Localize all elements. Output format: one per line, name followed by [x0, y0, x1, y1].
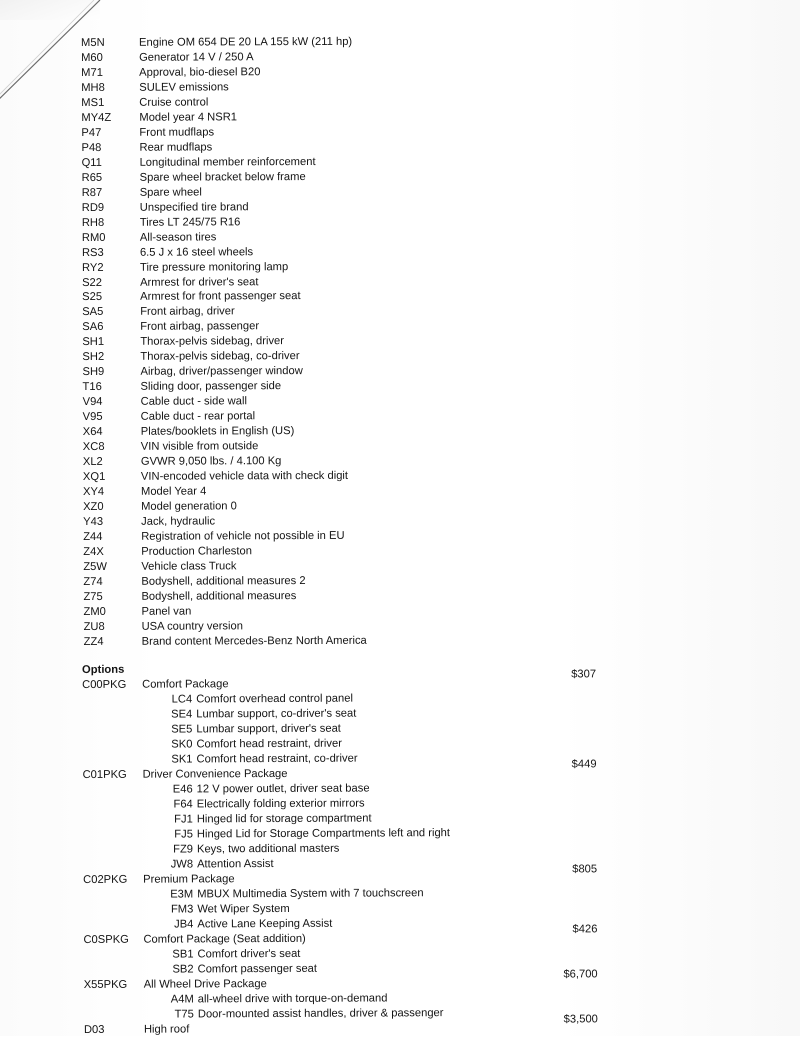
option-description: Sliding door, passenger side [140, 380, 282, 394]
option-code: S25 [82, 291, 103, 304]
package-item-code: JW8 [170, 858, 194, 871]
equipment-code-list [81, 34, 584, 650]
option-description: Tire pressure monitoring lamp [139, 260, 289, 274]
option-description: Plates/booklets in English (US) [140, 425, 295, 438]
option-code: ZM0 [83, 605, 106, 618]
option-code: Z4X [83, 545, 104, 558]
package-item-description: Comfort head restraint, co-driver [196, 752, 358, 766]
option-code: RY2 [81, 261, 104, 274]
option-description: Engine OM 654 DE 20 LA 155 kW (211 hp) [139, 35, 353, 49]
option-code: Z44 [83, 530, 103, 543]
option-description: Spare wheel bracket below frame [139, 170, 306, 184]
option-description: Longitudinal member reinforcement [139, 155, 316, 169]
package-item-code: SB2 [172, 963, 194, 976]
option-code: T16 [82, 381, 102, 394]
package-name: High roof [143, 1023, 190, 1036]
option-description: Brand content Mercedes-Benz North America [141, 634, 367, 648]
package-code: X55PKG [83, 978, 128, 991]
package-name: Premium Package [143, 873, 235, 886]
option-description: 6.5 J x 16 steel wheels [139, 245, 254, 259]
option-description: Rear mudflaps [139, 141, 213, 154]
package-item-code: E3M [170, 888, 194, 901]
option-code: X64 [82, 426, 103, 439]
option-description: USA country version [141, 620, 243, 633]
package-item-description: Wet Wiper System [197, 902, 290, 916]
option-description: Thorax-pelvis sidebag, driver [140, 335, 285, 349]
option-description: GVWR 9,050 lbs. / 4.100 Kg [140, 455, 282, 468]
package-item-code: FJ5 [174, 828, 193, 841]
option-code: SH9 [82, 366, 105, 379]
option-code: Q11 [81, 156, 102, 169]
package-item-description: Hinged lid for storage compartment [196, 812, 372, 826]
option-code: Y43 [83, 515, 104, 528]
package-name: Comfort Package [142, 678, 229, 691]
package-item-description: 12 V power outlet, driver seat base [196, 782, 370, 796]
package-item-code: F64 [173, 798, 193, 811]
option-code: ZU8 [83, 620, 105, 633]
option-description: Armrest for driver's seat [140, 275, 259, 289]
option-code: RS3 [81, 246, 104, 259]
package-name: Driver Convenience Package [142, 767, 288, 781]
option-code: V95 [82, 411, 103, 424]
option-code: P47 [81, 126, 102, 139]
option-code: SH2 [82, 351, 105, 364]
package-item-description: Attention Assist [197, 857, 274, 871]
option-code: M5N [81, 36, 105, 49]
package-code: C02PKG [83, 873, 128, 886]
option-code: Z75 [83, 590, 103, 603]
package-item-code: SE5 [171, 723, 193, 736]
option-description: Model year 4 NSR1 [139, 111, 238, 124]
package-name: All Wheel Drive Package [143, 978, 267, 991]
option-description: SULEV emissions [139, 81, 229, 94]
package-price: $6,700 [563, 968, 598, 981]
option-description: Front airbag, driver [140, 305, 235, 319]
package-item-description: MBUX Multimedia System with 7 touchscreen [197, 887, 424, 901]
package-item-description: Comfort passenger seat [197, 962, 318, 976]
package-price: $307 [571, 668, 597, 681]
package-code: C01PKG [82, 768, 127, 781]
package-item-description: Lumbar support, co-driver's seat [196, 707, 357, 721]
package-code: C00PKG [82, 678, 127, 691]
package-item-code: A4M [170, 993, 194, 1006]
option-code: RM0 [81, 231, 106, 244]
package-item-code: FJ1 [174, 813, 193, 826]
package-item-description: Comfort head restraint, driver [196, 737, 342, 751]
option-code: MH8 [81, 81, 105, 94]
package-item-code: LC4 [171, 693, 193, 706]
option-description: VIN visible from outside [140, 440, 259, 453]
option-code: MY4Z [81, 111, 112, 124]
option-description: Panel van [141, 605, 192, 618]
option-description: Model generation 0 [141, 500, 237, 513]
option-description: Registration of vehicle not possible in EU [141, 529, 345, 543]
package-item-description: Electrically folding exterior mirrors [196, 797, 365, 811]
package-item-description: Door-mounted assist handles, driver & passenger [197, 1007, 444, 1021]
package-code: C0SPKG [83, 933, 129, 946]
code-row [84, 633, 584, 650]
option-description: Thorax-pelvis sidebag, co-driver [140, 350, 300, 364]
option-description: Bodyshell, additional measures [141, 589, 297, 603]
option-code: S22 [82, 276, 103, 289]
package-item-code: SE4 [171, 708, 193, 721]
option-code: XY4 [82, 485, 105, 499]
option-description: Cruise control [139, 96, 209, 109]
option-code: R87 [81, 186, 103, 199]
option-code: M71 [81, 66, 103, 79]
option-description: Airbag, driver/passenger window [140, 365, 303, 379]
option-code: M60 [81, 51, 103, 64]
option-code: R65 [81, 171, 103, 184]
option-description: Generator 14 V / 250 A [139, 51, 254, 64]
option-description: Front airbag, passenger [140, 320, 260, 334]
option-code: MS1 [81, 96, 105, 109]
package-item-code: E46 [172, 783, 193, 796]
option-code: XC8 [82, 441, 105, 454]
option-description: Front mudflaps [139, 126, 215, 139]
package-item-description: Lumbar support, driver's seat [196, 722, 341, 736]
option-description: All-season tires [139, 231, 217, 244]
option-code: RH8 [81, 216, 105, 229]
option-description: Jack, hydraulic [141, 515, 216, 528]
package-item-code: FM3 [170, 903, 194, 916]
option-code: Z74 [83, 575, 103, 588]
options-heading: Options [82, 663, 125, 676]
option-description: Bodyshell, additional measures 2 [141, 574, 306, 588]
option-description: Production Charleston [141, 545, 252, 558]
option-description: Tires LT 245/75 R16 [139, 215, 241, 229]
package-item-code: SB1 [172, 948, 194, 961]
package-item-code: T75 [174, 1008, 194, 1021]
option-code: SA5 [82, 306, 104, 319]
package-item-description: Comfort driver's seat [197, 947, 301, 961]
option-description: Vehicle class Truck [141, 560, 237, 573]
option-description: Armrest for front passenger seat [140, 290, 301, 304]
package-item-code: FZ9 [173, 843, 194, 856]
package-item-code: JB4 [174, 918, 194, 931]
options-section [82, 659, 614, 1038]
option-code: ZZ4 [83, 635, 104, 648]
option-description: Approval, bio-diesel B20 [139, 66, 261, 79]
package-item-description: Hinged Lid for Storage Compartments left and right [196, 827, 451, 841]
package-price: $449 [571, 758, 597, 771]
option-code: XQ1 [82, 470, 106, 484]
option-code: Z5W [83, 560, 107, 573]
package-item-description: all-wheel drive with torque-on-demand [197, 992, 388, 1006]
option-description: Cable duct - side wall [140, 395, 247, 408]
option-description: Cable duct - rear portal [140, 410, 256, 423]
package-item-description: Comfort overhead control panel [196, 692, 353, 706]
package-item-description: Keys, two additional masters [196, 842, 340, 856]
option-code: SH1 [82, 336, 105, 349]
option-code: XL2 [82, 456, 103, 469]
package-item-description: Active Lane Keeping Assist [197, 917, 333, 931]
option-description: Unspecified tire brand [139, 200, 249, 214]
package-price: $805 [572, 863, 598, 876]
package-price: $3,500 [563, 1013, 598, 1026]
package-name: Comfort Package (Seat addition) [143, 932, 306, 946]
option-code: V94 [82, 396, 103, 409]
option-code: P48 [81, 141, 102, 154]
package-item-code: SK0 [171, 738, 193, 751]
option-description: Model Year 4 [140, 485, 207, 498]
option-description: VIN-encoded vehicle data with check digit [140, 469, 349, 483]
package-item-code: SK1 [171, 753, 193, 766]
option-description: Spare wheel [139, 186, 202, 199]
package-code: D03 [83, 1023, 105, 1036]
option-code: RD9 [81, 201, 105, 214]
package-price: $426 [572, 923, 598, 936]
option-code: XZ0 [83, 500, 104, 514]
option-code: SA6 [82, 321, 104, 334]
